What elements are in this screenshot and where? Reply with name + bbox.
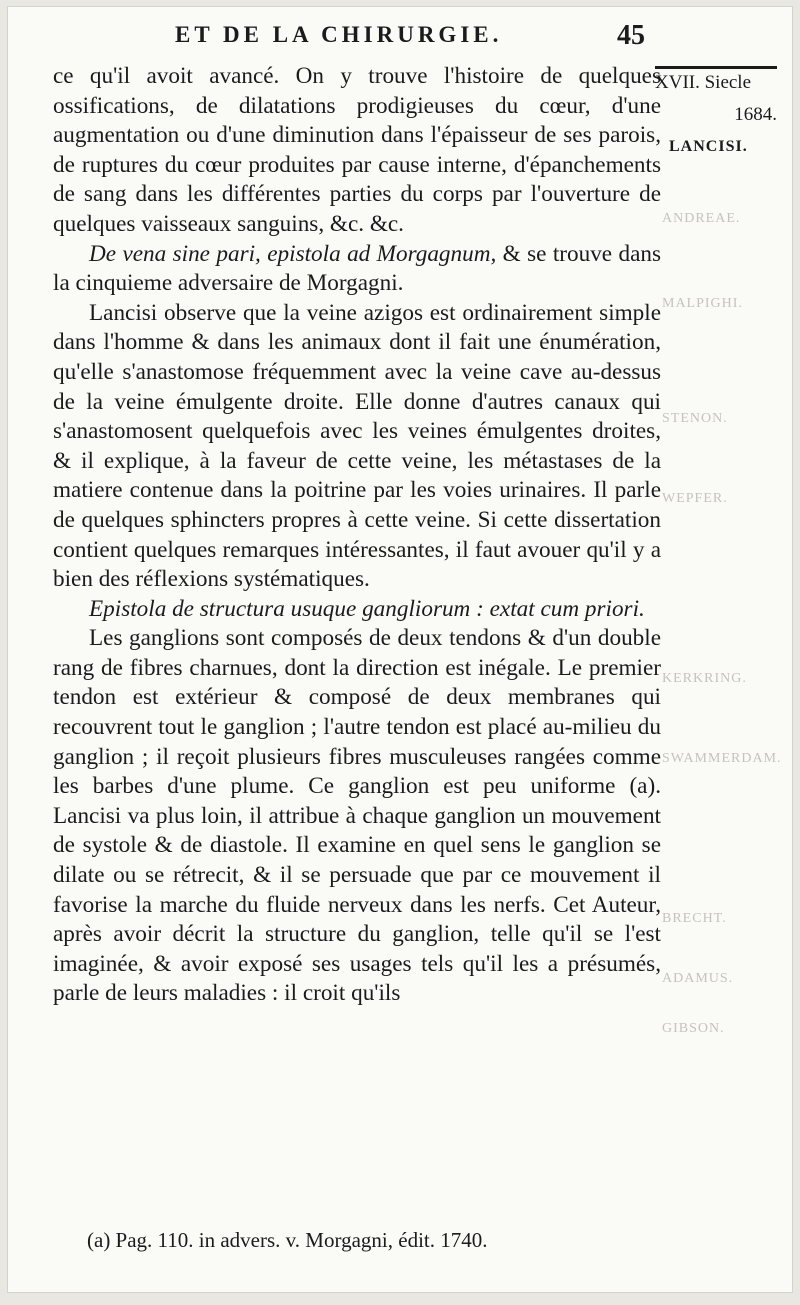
margin-century: XVII. Siecle bbox=[655, 72, 752, 93]
paragraph: ce qu'il avoit avancé. On y trouve l'histoire de quelques ossifications, de dilatations prodigieuses du cœur, d'une augmentation ou d'une diminution dans l'épaisseur de ses parois, de ruptures du cœur produites par cause interne, d'épanchements de sang dans les différentes parties du corps par l'ouverture de quelques vaisseaux sanguins, &c. &c. bbox=[53, 63, 661, 237]
paragraph: Les ganglions sont composés de deux tendons & d'un double rang de fibres charnues, dont la direction est inégale. Le premier tendon est extérieur & composé de deux membranes qui recouvrent tout le ganglion ; l'autre tendon est placé au-milieu du ganglion ; il reçoit plusieurs fibres musculeuses rangées comme les barbes d'une plume. Ce ganglion est peu uniforme (a). Lancisi va plus loin, il attribue à chaque ganglion un mouvement de systole & de diastole. Il examine en quel sens le ganglion se dilate ou se rétrecit, & il se persuade que par ce mouvement il favorise la marche du fluide nerveux dans les nerfs. Cet Auteur, après avoir décrit la structure du ganglion, telle qu'il se l'est imaginée, & avoir exposé ses usages tels qu'il les a présumés, parle de leurs maladies : il croit qu'ils bbox=[53, 625, 661, 1007]
body-text bbox=[53, 62, 661, 1009]
margin-author: LANCISI. bbox=[669, 138, 748, 155]
bleed-through-text: ADAMUS. bbox=[662, 971, 734, 986]
work-title: De vena sine pari, epistola ad Morgagnum, bbox=[89, 240, 497, 267]
bleed-through-text: GIBSON. bbox=[662, 1021, 725, 1036]
book-page bbox=[7, 6, 793, 1293]
work-title: Epistola de structura usuque gangliorum : extat cum priori. bbox=[89, 595, 645, 622]
bleed-through-text: ANDREAE. bbox=[662, 211, 741, 226]
header-rule bbox=[655, 66, 777, 69]
bleed-through-text: SWAMMERDAM. bbox=[662, 751, 782, 766]
bleed-through-text: KERKRING. bbox=[662, 671, 747, 686]
bleed-through-text: BRECHT. bbox=[662, 911, 727, 926]
bleed-through-text: MALPIGHI. bbox=[662, 296, 743, 311]
bleed-through-text: STENON. bbox=[662, 411, 728, 426]
footnote: (a) Pag. 110. in advers. v. Morgagni, édit. 1740. bbox=[87, 1228, 488, 1252]
paragraph-text: & se trouve dans la cinquieme adversaire de Morgagni. bbox=[53, 240, 661, 297]
margin-notes bbox=[655, 72, 781, 156]
margin-year: 1684. bbox=[734, 104, 777, 125]
page-number: 45 bbox=[617, 20, 645, 51]
paragraph: Lancisi observe que la veine azigos est ordinairement simple dans l'homme & dans les animaux dont il fait une énumération, qu'elle s'anastomose fréquemment avec la veine cave au-dessus de la veine émulgente droite. Elle donne d'autres canaux qui s'anastomosent quelquefois avec les veines émulgentes droites, & il explique, à la faveur de cette veine, les métastases de la matiere contenue dans la poitrine par les voies urinaires. Il parle de quelques sphincters propres à cette veine. Si cette dissertation contient quelques remarques intéressantes, il faut avouer qu'il y a bien des réflexions systématiques. bbox=[53, 299, 661, 593]
bleed-through-text: WEPFER. bbox=[662, 491, 728, 506]
paragraph bbox=[53, 240, 661, 299]
running-title: ET DE LA CHIRURGIE. bbox=[175, 22, 503, 47]
